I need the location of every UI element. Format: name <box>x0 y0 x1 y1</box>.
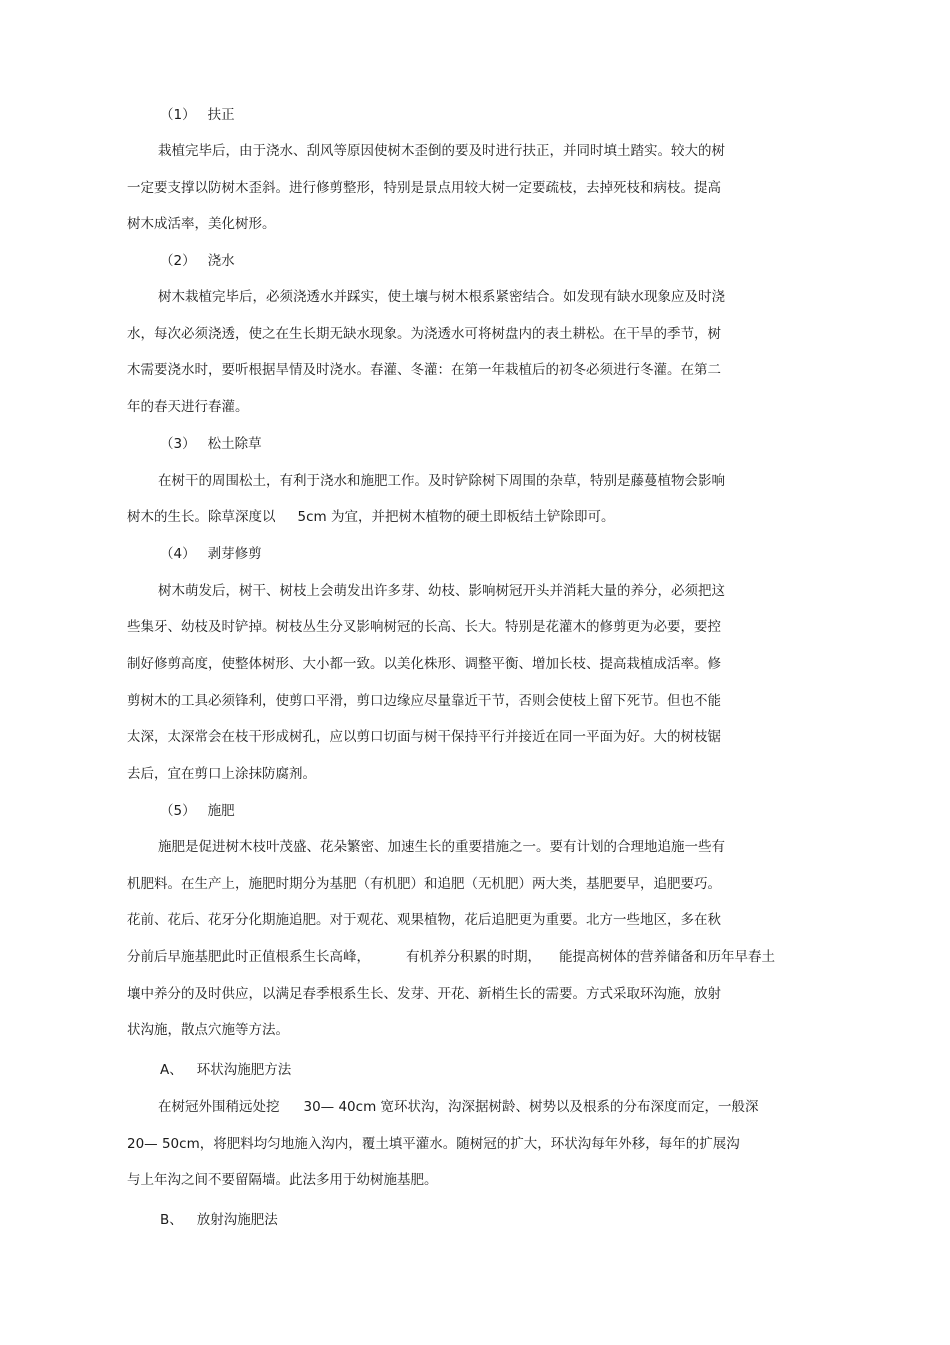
text-run: 分前后早施基肥此时正值根系生长高峰， <box>127 949 370 965</box>
paragraph-line: 树木成活率，美化树形。 <box>127 216 276 232</box>
paragraph-line: 树木萌发后，树干、树枝上会萌发出许多芽、幼枝、影响树冠开头并消耗大量的养分，必须把这 <box>158 583 725 599</box>
paragraph-line: 20— 50cm，将肥料均匀地施入沟内，覆土填平灌水。随树冠的扩大，环状沟每年外移，每年的扩展沟 <box>127 1136 740 1152</box>
paragraph-line: 状沟施，散点穴施等方法。 <box>127 1022 289 1038</box>
text-run: 有机养分积累的时期， <box>406 949 541 965</box>
heading-title: 环状沟施肥方法 <box>196 1062 292 1078</box>
paragraph-line: 一定要支撑以防树木歪斜。进行修剪整形，特别是景点用较大树一定要疏枝，去掉死枝和病枝。提高 <box>127 180 721 196</box>
text-run: 在树冠外围稍远处挖 <box>158 1099 280 1115</box>
heading-number: （5） <box>160 803 196 819</box>
paragraph-line: 在树干的周围松土，有利于浇水和施肥工作。及时铲除树下周围的杂草，特别是藤蔓植物会影响 <box>158 473 725 489</box>
text-run: 5cm 为宜，并把树木植物的硬土即板结土铲除即可。 <box>297 509 615 525</box>
paragraph-line: 水，每次必须浇透，使之在生长期无缺水现象。为浇透水可将树盘内的表土耕松。在干旱的季节，树 <box>127 326 721 342</box>
section-heading-1 <box>160 106 235 124</box>
text-run: 树木的生长。除草深度以 <box>127 509 276 525</box>
paragraph-line: 木需要浇水时，要听根据旱情及时浇水。春灌、冬灌：在第一年栽植后的初冬必须进行冬灌。在第二 <box>127 362 721 378</box>
text-run: 能提高树体的营养储备和历年早春土 <box>559 949 775 965</box>
heading-number: （3） <box>160 436 196 452</box>
paragraph-line: 年的春天进行春灌。 <box>127 399 249 415</box>
section-heading-3 <box>160 435 262 453</box>
paragraph-line: 去后，宜在剪口上涂抹防腐剂。 <box>127 766 316 782</box>
paragraph-line <box>127 508 614 526</box>
paragraph-line: 些集牙、幼枝及时铲掉。树枝丛生分叉影响树冠的长高、长大。特别是花灌木的修剪更为必要，要控 <box>127 619 721 635</box>
paragraph-line: 制好修剪高度，使整体树形、大小都一致。以美化株形、调整平衡、增加长枝、提高栽植成活率。修 <box>127 656 721 672</box>
heading-title: 剥芽修剪 <box>207 546 262 562</box>
heading-title: 浇水 <box>207 253 235 269</box>
heading-number: （4） <box>160 546 196 562</box>
section-heading-5 <box>160 802 235 820</box>
paragraph-line: 机肥料。在生产上，施肥时期分为基肥（有机肥）和追肥（无机肥）两大类，基肥要早，追肥要巧。 <box>127 876 721 892</box>
paragraph-line: 树木栽植完毕后，必须浇透水并踩实，使土壤与树木根系紧密结合。如发现有缺水现象应及时浇 <box>158 289 725 305</box>
subsection-heading-a <box>160 1061 291 1079</box>
paragraph-line <box>127 948 775 966</box>
text-run: 30— 40cm 宽环状沟，沟深据树龄、树势以及根系的分布深度而定，一般深 <box>303 1099 759 1115</box>
section-heading-4 <box>160 545 262 563</box>
paragraph-line <box>158 1098 759 1116</box>
subsection-heading-b <box>160 1211 278 1229</box>
paragraph-line: 剪树木的工具必须锋利，使剪口平滑，剪口边缘应尽量靠近干节，否则会使枝上留下死节。但也不能 <box>127 693 721 709</box>
heading-number: B、 <box>160 1212 183 1228</box>
paragraph-line: 壤中养分的及时供应，以满足春季根系生长、发芽、开花、新梢生长的需要。方式采取环沟施，放射 <box>127 986 721 1002</box>
paragraph-line: 施肥是促进树木枝叶茂盛、花朵繁密、加速生长的重要措施之一。要有计划的合理地追施一些有 <box>158 839 725 855</box>
heading-number: （2） <box>160 253 196 269</box>
heading-title: 松土除草 <box>207 436 262 452</box>
heading-number: A、 <box>160 1062 183 1078</box>
paragraph-line: 与上年沟之间不要留隔墙。此法多用于幼树施基肥。 <box>127 1172 438 1188</box>
heading-title: 扶正 <box>207 107 235 123</box>
paragraph-line: 栽植完毕后，由于浇水、刮风等原因使树木歪倒的要及时进行扶正，并同时填土踏实。较大的树 <box>158 143 725 159</box>
heading-number: （1） <box>160 107 196 123</box>
section-heading-2 <box>160 252 235 270</box>
paragraph-line: 花前、花后、花牙分化期施追肥。对于观花、观果植物，花后追肥更为重要。北方一些地区，多在秋 <box>127 912 721 928</box>
paragraph-line: 太深，太深常会在枝干形成树孔，应以剪口切面与树干保持平行并接近在同一平面为好。大的树枝锯 <box>127 729 721 745</box>
heading-title: 放射沟施肥法 <box>196 1212 278 1228</box>
heading-title: 施肥 <box>207 803 235 819</box>
